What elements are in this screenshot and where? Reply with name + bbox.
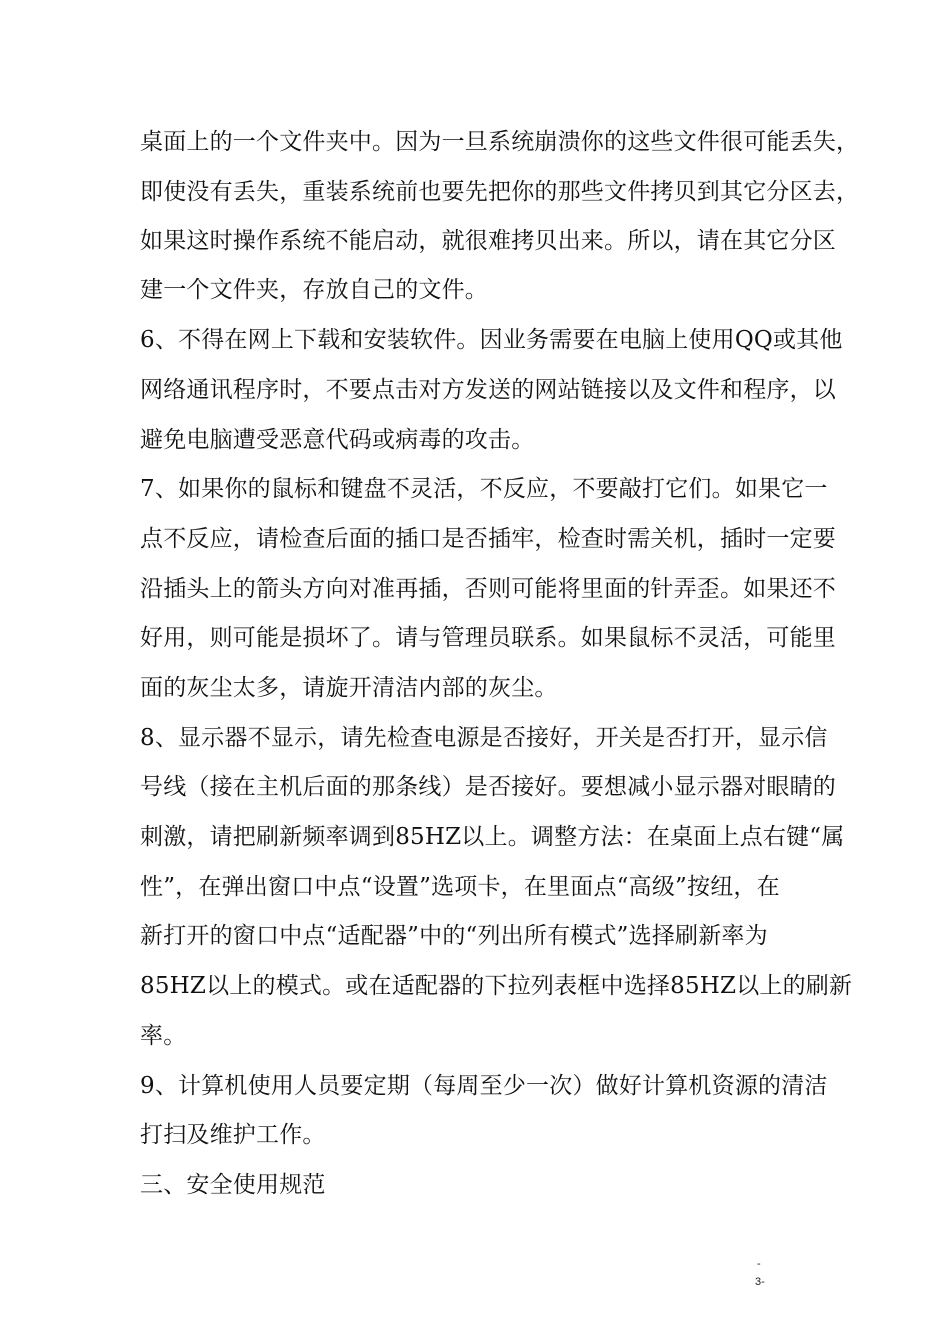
text-line: 即使没有丢失，重装系统前也要先把你的那些文件拷贝到其它分区去， <box>140 179 860 205</box>
item-6-line: 6、不得在网上下载和安装软件。因业务需要在电脑上使用QQ或其他 <box>140 327 843 353</box>
text-line: 网络通讯程序时，不要点击对方发送的网站链接以及文件和程序，以 <box>140 377 836 403</box>
item-9-line: 9、计算机使用人员要定期（每周至少一次）做好计算机资源的清洁 <box>140 1073 828 1099</box>
text-line: 建一个文件夹，存放自己的文件。 <box>140 277 488 303</box>
text-line: 打扫及维护工作。 <box>140 1122 326 1148</box>
item-8-line: 8、显示器不显示，请先检查电源是否接好，开关是否打开，显示信 <box>140 725 828 751</box>
text-line: 刺激，请把刷新频率调到85HZ以上。调整方法：在桌面上点右键“属 <box>140 824 845 850</box>
text-line: 性”，在弹出窗口中点“设置”选项卡，在里面点“高级”按纽，在 <box>140 874 780 900</box>
text-line: 好用，则可能是损坏了。请与管理员联系。如果鼠标不灵活，可能里 <box>140 625 836 651</box>
text-line: 沿插头上的箭头方向对准再插，否则可能将里面的针弄歪。如果还不 <box>140 576 836 602</box>
item-7-line: 7、如果你的鼠标和键盘不灵活，不反应，不要敲打它们。如果它一 <box>140 476 828 502</box>
section-heading: 三、安全使用规范 <box>140 1172 326 1198</box>
text-line: 避免电脑遭受恶意代码或病毒的攻击。 <box>140 427 535 453</box>
page-number-dash: - <box>757 1258 761 1270</box>
text-line: 新打开的窗口中点“适配器”中的“列出所有模式”选择刷新率为 <box>140 923 768 949</box>
text-line: 85HZ以上的模式。或在适配器的下拉列表框中选择85HZ以上的刷新 <box>140 973 853 999</box>
text-line: 如果这时操作系统不能启动，就很难拷贝出来。所以，请在其它分区 <box>140 228 836 254</box>
text-line: 面的灰尘太多，请旋开清洁内部的灰尘。 <box>140 675 558 701</box>
text-line: 点不反应，请检查后面的插口是否插牢，检查时需关机，插时一定要 <box>140 526 836 552</box>
page-number: 3- <box>755 1276 765 1288</box>
text-line: 号线（接在主机后面的那条线）是否接好。要想减小显示器对眼睛的 <box>140 774 836 800</box>
text-line: 率。 <box>140 1023 187 1049</box>
text-line: 桌面上的一个文件夹中。因为一旦系统崩溃你的这些文件很可能丢失， <box>140 129 860 155</box>
